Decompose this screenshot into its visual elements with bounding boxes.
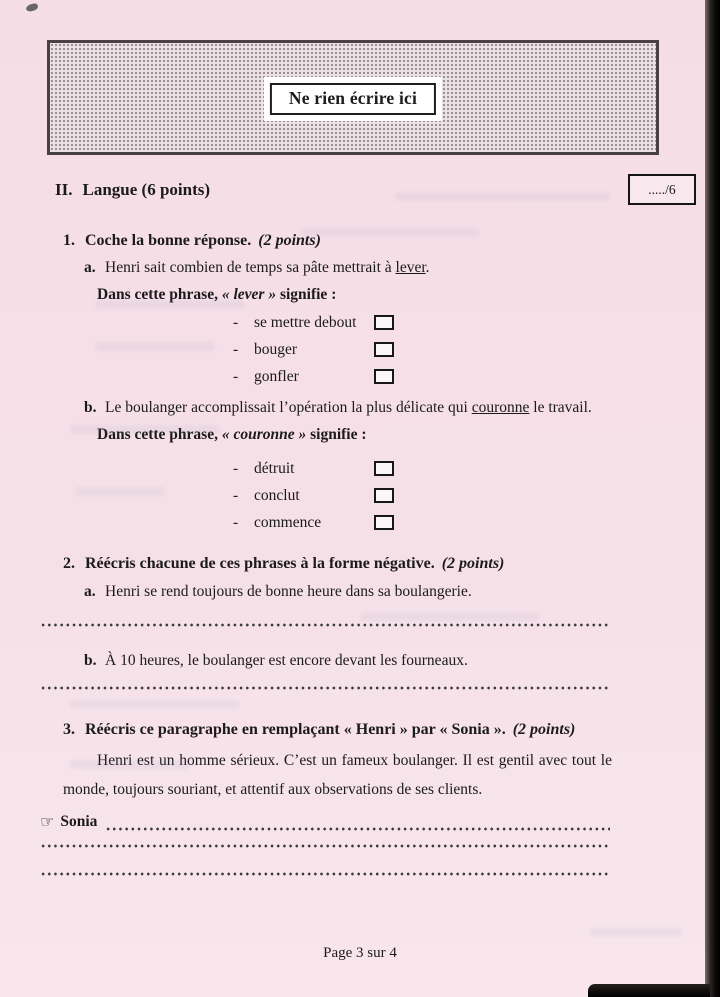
- q1b-prompt-word: « couronne »: [221, 426, 307, 443]
- q1a-text: Henri sait combien de temps sa pâte mettrait à: [105, 259, 396, 276]
- section-title: [55, 178, 210, 202]
- checkbox[interactable]: [374, 488, 394, 503]
- q2-number: 2.: [63, 555, 75, 572]
- q1a-sentence: [84, 257, 720, 279]
- checkbox[interactable]: [374, 369, 394, 384]
- q3-title-text: Réécris ce paragraphe en remplaçant « Henri » par « Sonia ».: [85, 721, 506, 738]
- bleed-artifact: [95, 342, 215, 351]
- dash: -: [233, 460, 239, 477]
- q1b-sentence: [84, 397, 720, 419]
- dash: -: [233, 341, 239, 358]
- q2a-label: a.: [84, 583, 96, 600]
- option-row: [233, 309, 720, 336]
- q1a-prompt-word: « lever »: [221, 286, 277, 303]
- score-label: ...../6: [648, 181, 676, 197]
- score-box[interactable]: [628, 174, 696, 205]
- dash: -: [233, 487, 239, 504]
- pointing-hand-icon: ☞: [40, 812, 55, 831]
- bleed-artifact: [70, 700, 240, 709]
- q1b-label: b.: [84, 399, 97, 416]
- do-not-write-label: [270, 83, 436, 115]
- q1b-underlined-word: couronne: [471, 399, 530, 416]
- q2a-sentence: [84, 581, 720, 603]
- option-label: conclut: [254, 487, 300, 504]
- bleed-artifact: [75, 487, 165, 496]
- q3-number: 3.: [63, 721, 75, 738]
- option-row: [233, 455, 720, 482]
- scan-edge-bottom: [588, 984, 710, 997]
- option-label: bouger: [254, 341, 298, 358]
- bleed-artifact: [70, 425, 220, 434]
- page-number: Page 3 sur 4: [323, 945, 397, 961]
- q3-points: (2 points): [512, 721, 576, 738]
- bleed-artifact: [590, 928, 682, 937]
- option-label: gonfler: [254, 368, 299, 385]
- q2-title-text: Réécris chacune de ces phrases à la forme négative.: [85, 555, 435, 572]
- q3-title: [63, 719, 720, 741]
- answer-line[interactable]: [40, 838, 610, 848]
- q1a-prompt-start: Dans cette phrase,: [97, 286, 222, 303]
- scan-edge-right: [705, 0, 720, 997]
- option-row: [233, 363, 720, 390]
- scan-mark: [25, 3, 38, 13]
- dash: -: [233, 514, 239, 531]
- option-row: [233, 509, 720, 536]
- bleed-artifact: [300, 228, 480, 237]
- q2-points: (2 points): [441, 555, 505, 572]
- q1-points: (2 points): [258, 232, 321, 249]
- section-title-text: Langue (6 points): [82, 180, 211, 199]
- q2b-label: b.: [84, 652, 97, 669]
- section-numeral: II.: [55, 180, 73, 199]
- q1-title-text: Coche la bonne réponse.: [85, 232, 252, 249]
- q1b-prompt-start: Dans cette phrase,: [97, 426, 222, 443]
- q1a-underlined-word: lever: [395, 259, 426, 276]
- q1b-prompt-end: signifie :: [306, 426, 367, 443]
- q1a-label: a.: [84, 259, 96, 276]
- q2a-text: Henri se rend toujours de bonne heure dans sa boulangerie.: [105, 583, 472, 600]
- q2-title: [63, 553, 720, 575]
- q1b-text: Le boulanger accomplissait l’opération la plus délicate qui: [105, 399, 472, 416]
- bleed-artifact: [395, 192, 610, 201]
- option-row: [233, 482, 720, 509]
- option-row: [233, 336, 720, 363]
- answer-line[interactable]: [105, 823, 610, 831]
- answer-line[interactable]: [40, 676, 610, 690]
- option-label: se mettre debout: [254, 314, 357, 331]
- option-label: détruit: [254, 460, 295, 477]
- option-label: commence: [254, 514, 322, 531]
- q1-number: 1.: [63, 232, 75, 249]
- bleed-artifact: [360, 612, 540, 621]
- do-not-write-area: [47, 40, 659, 155]
- answer-line[interactable]: [40, 864, 610, 876]
- checkbox[interactable]: [374, 461, 394, 476]
- bleed-artifact: [95, 300, 245, 309]
- q2b-text: À 10 heures, le boulanger est encore devant les fourneaux.: [105, 652, 468, 669]
- dash: -: [233, 314, 239, 331]
- dash: -: [233, 368, 239, 385]
- q3-answer-label: Sonia: [60, 813, 98, 830]
- q1a-prompt-end: signifie :: [276, 286, 337, 303]
- q1b-text-end: le travail.: [529, 399, 592, 416]
- checkbox[interactable]: [374, 515, 394, 530]
- do-not-write-text: Ne rien écrire ici: [288, 88, 418, 108]
- q3-answer-start: [40, 810, 610, 834]
- checkbox[interactable]: [374, 342, 394, 357]
- q2b-sentence: [84, 650, 720, 672]
- q3-paragraph: Henri est un homme sérieux. C’est un fameux boulanger. Il est gentil avec tout le monde, toujours souriant, et attentif aux observations de ses clients.: [63, 752, 612, 798]
- q1a-text-end: .: [425, 259, 430, 276]
- bleed-artifact: [70, 760, 190, 769]
- checkbox[interactable]: [374, 315, 394, 330]
